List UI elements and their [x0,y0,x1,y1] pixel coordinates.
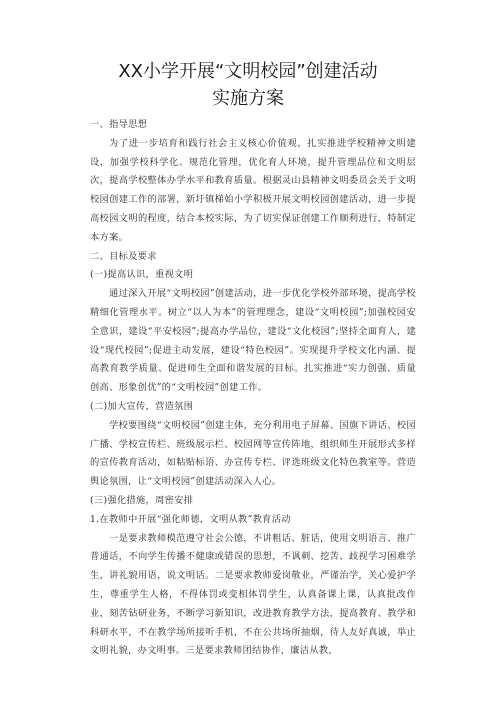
document-body [90,116,416,661]
section-heading-goals: 二、目标及要求 [90,250,157,262]
section-heading-guiding-ideology: 一、指导思想 [90,119,148,130]
paragraph-raise-awareness: 通过深入开展“文明校园”创建活动，进一步优化学校外部环境，提高学校精细化管理水平。树立“以人为本”的管理理念，建设“文明校园”;加强校园安全意识，建设“平安校园”;提高办学品位，建设“文化校园”;坚持全面育人，建设“现代校园”;促进主动发展，建设“特色校园”。实现提升学校文化内涵、提高教育教学质量、促进师生全面和谐发展的目标。扎实推进“实力创强、质量创高、形象创优”的“文明校园”创建工作。 [90,288,416,394]
subheading-publicity: (二)加大宣传，营造氛围 [90,400,194,412]
paragraph-guiding-ideology: 为了进一步培育和践行社会主义核心价值观，扎实推进学校精神文明建设，加强学校科学化、规范化管理，优化育人环境，提升管理品位和文明层次，提高学校整体办学水平和教育质量。根据灵山县精神文明委员会关于文明校园创建工作的部署，新圩镇梯始小学积极开展文明校园创建活动，进一步提高校园文明的程度，结合本校实际，为了切实保证创建工作顺利进行，特制定本方案。 [90,137,416,243]
document-title: XX小学开展“文明校园”创建活动 [118,61,378,82]
document-subtitle: 实施方案 [212,88,284,109]
paragraph-teacher-ethics: 一是要求教师模范遵守社会公德，不讲粗话、脏话，使用文明语言、推广普通话，不向学生传播不健康或错误的思想，不讽刺、挖苦、歧视学习困难学生，讲礼貌用语，说文明话。二是要求教师爱岗敬业，严谨治学，关心爱护学生，尊重学生人格，不得体罚或变相体罚学生，认真备课上课，认真批改作业，刻苦钻研业务，不断学习新知识，改进教育教学方法，提高教育、教学和科研水平，不在教学场所接听手机，不在公共场所抽烟，待人友好真诚，举止文明礼貌，办文明事。三是要求教师团结协作，廉洁从教， [90,532,416,657]
paragraph-publicity: 学校要围绕“文明校园”创建主体，充分利用电子屏幕、国旗下讲话、校园广播、学校宣传栏、班级展示栏、校园网等宣传阵地，组织师生开展形式多样的宣传教育活动，如粘贴标语、办宣传专栏、评选班级文化特色教室等。营造舆论氛围，让“文明校园”创建活动深入人心。 [90,419,416,488]
subheading-raise-awareness: (一)提高认识，重视文明 [90,269,194,281]
subheading-measures: (三)强化措施，周密安排 [90,494,194,506]
item-teacher-ethics: 1.在教师中开展“强化师德，文明从教”教育活动 [90,513,291,525]
